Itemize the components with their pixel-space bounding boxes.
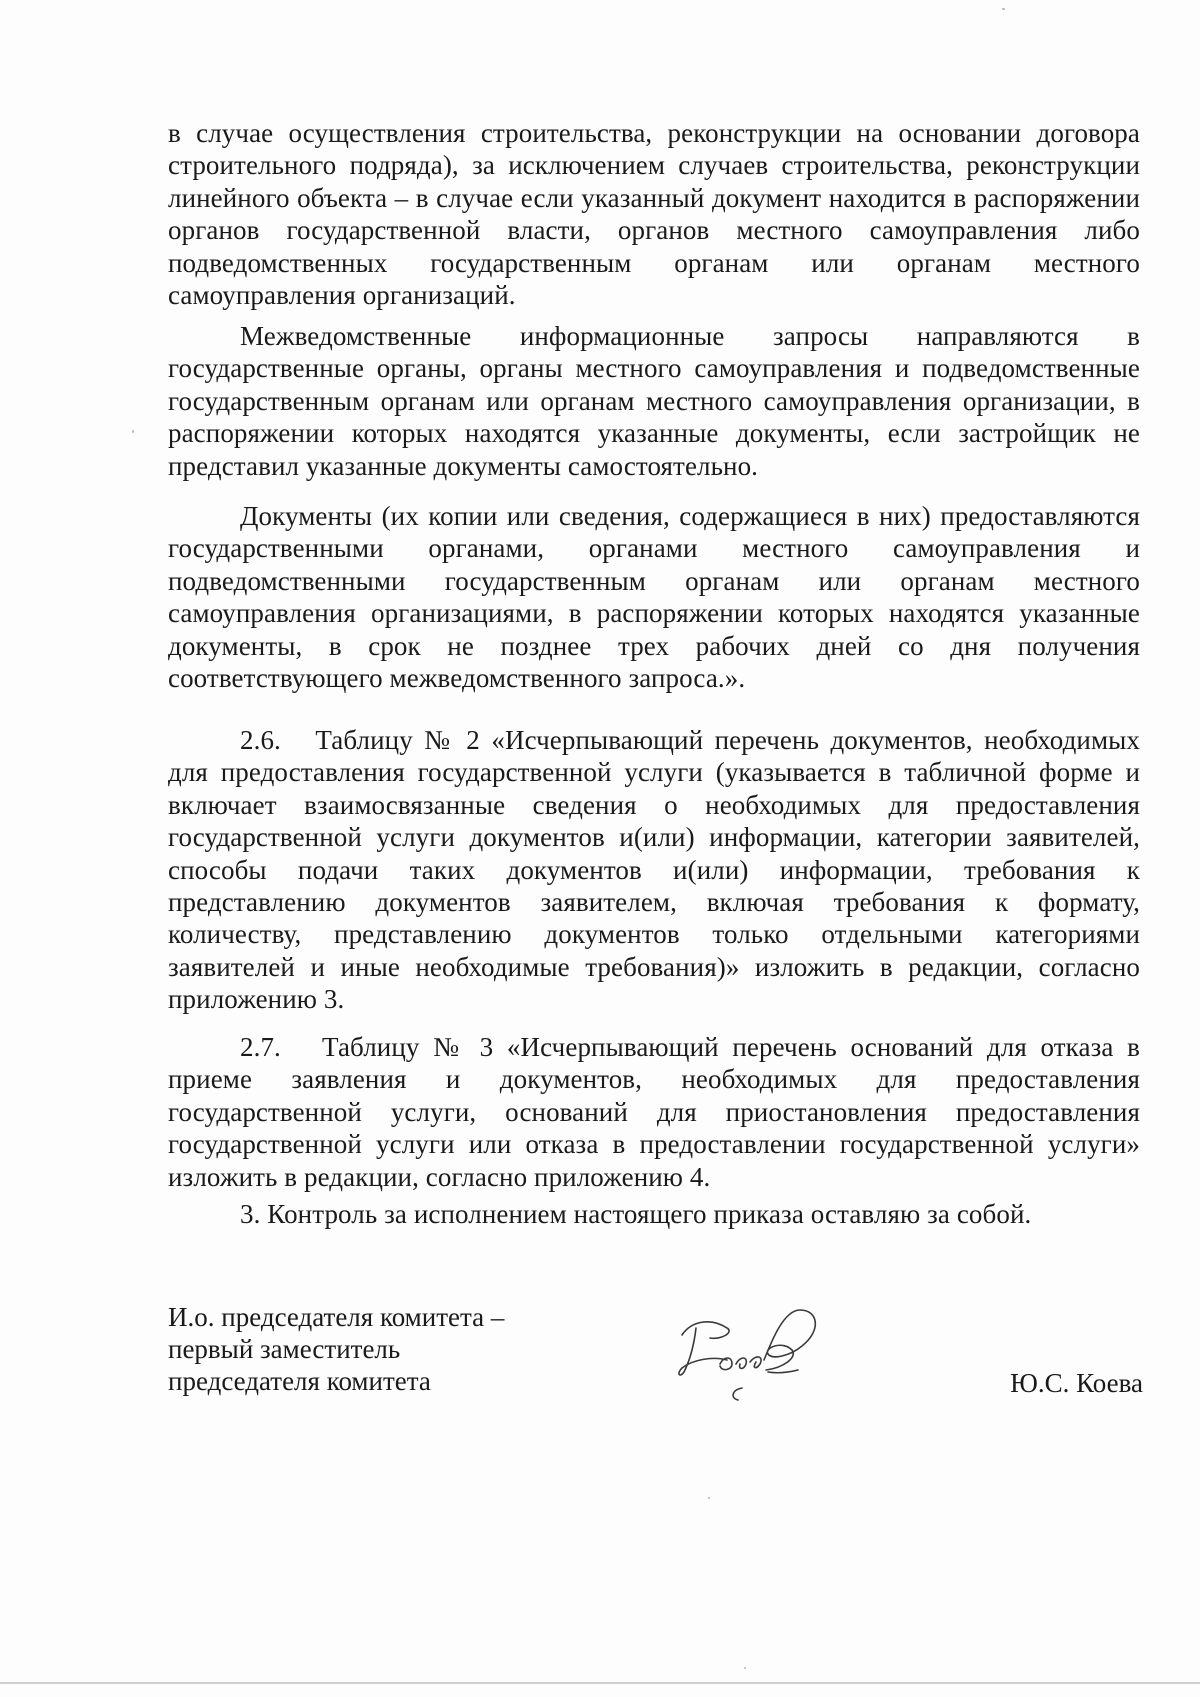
paragraph-3-control: 3. Контроль за исполнением настоящего приказа оставляю за собой. — [240, 1199, 1032, 1229]
paragraph-documents-provision: Документы (их копии или сведения, содержащиеся в них) предоставляются государственными органами, органами местного самоуправления и подведомственными государственным органам или органам местного самоуправления организациями, в распоряжении которых находятся указанные документы, в срок не позднее трех рабочих дней со дня получения соответствующего межведомственного запроса.». — [168, 501, 1140, 694]
signatory-position-line: первый заместитель — [168, 1334, 401, 1364]
signatory-position-line: И.о. председателя комитета – — [168, 1302, 505, 1332]
signatory-position-line: председателя комитета — [168, 1366, 431, 1396]
scan-speck — [132, 430, 134, 433]
scan-speck — [744, 1667, 746, 1669]
signatory-position — [168, 1301, 504, 1397]
scan-speck — [708, 1497, 710, 1499]
signatory-name: Ю.С. Коева — [1010, 1368, 1143, 1398]
scan-edge-line — [0, 1682, 1200, 1684]
paragraph-interagency-requests: Межведомственные информационные запросы направляются в государственные органы, органы местного самоуправления и подведомственные государственным органам или органам местного самоуправления организации, в распоряжении которых находятся указанные документы, если застройщик не представил указанные документы самостоятельно. — [168, 321, 1140, 481]
paragraph-2-6: 2.6. Таблицу № 2 «Исчерпывающий перечень документов, необходимых для предоставления государственной услуги (указывается в табличной форме и включает взаимосвязанные сведения о необходимых для предоставления государственной услуги документов и(или) информации, категории заявителей, способы подачи таких документов и(или) информации, требования к представлению документов заявителем, включая требования к формату, количеству, представлению документов только отдельными категориями заявителей и иные необходимые требования)» изложить в редакции, согласно приложению 3. — [168, 725, 1147, 1015]
handwritten-signature — [672, 1290, 832, 1410]
paragraph-continuation: в случае осуществления строительства, реконструкции на основании договора строительного подряда), за исключением случаев строительства, реконструкции линейного объекта – в случае если указанный документ находится в распоряжении органов государственной власти, органов местного самоуправления либо подведомственных государственным органам или органам местного самоуправления организаций. — [168, 118, 1140, 311]
paragraph-2-7: 2.7. Таблицу № 3 «Исчерпывающий перечень оснований для отказа в приеме заявления и документов, необходимых для предоставления государственной услуги, оснований для приостановления предоставления государственной услуги или отказа в предоставлении государственной услуги» изложить в редакции, согласно приложению 4. — [168, 1032, 1147, 1192]
scan-speck — [1002, 8, 1005, 10]
